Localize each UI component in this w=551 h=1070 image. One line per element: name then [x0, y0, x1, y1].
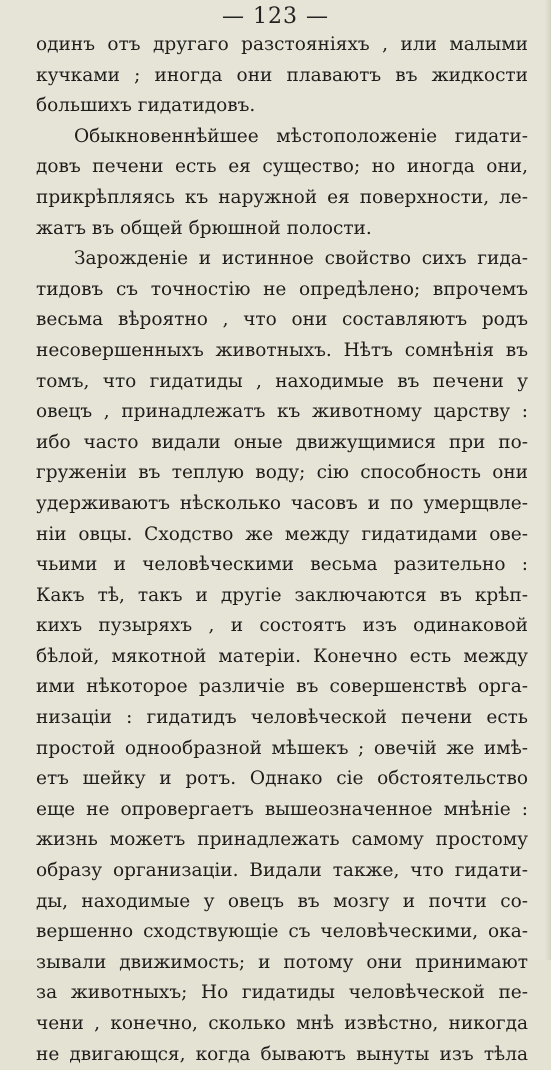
text-line: етъ шейку и ротъ. Однако сіе обстоятельство	[36, 768, 528, 790]
text-line: груженіи въ теплую воду; сію способность они	[36, 462, 528, 484]
text-line: чьими и человѣческими весьма разительно :	[36, 554, 528, 576]
text-line: весьма вѣроятно , что они составляютъ родъ	[36, 309, 528, 331]
body-text	[36, 30, 528, 1070]
text-line: чени , конечно, сколько мнѣ извѣстно, никогда	[36, 1013, 528, 1034]
text-line: Зарожденіе и истинное свойство сихъ гида-	[74, 248, 528, 270]
text-line: низаціи : гидатидъ человѣческой печени есть	[36, 707, 528, 729]
text-line: большихъ гидатидовъ.	[36, 95, 256, 117]
text-line: ды, находимые у овецъ въ мозгу и почти со-	[36, 890, 528, 912]
text-line: ніи овцы. Сходство же между гидатидами ове-	[36, 523, 528, 545]
text-line: еще не опровергаетъ вышеозначенное мнѣніе :	[36, 798, 528, 820]
text-line: не двигающся, когда бываютъ вынуты изъ тѣла	[36, 1043, 528, 1065]
page-edge-shadow	[545, 0, 551, 960]
text-line: прикрѣпляясь къ наружной ея поверхности, ле-	[36, 186, 528, 208]
text-line: простой однообразной мѣшекъ ; овечій же имѣ-	[36, 737, 528, 759]
text-line: довъ печени есть ея существо; но иногда они,	[36, 156, 528, 178]
text-line: ибо часто видали оные движущимися при по-	[36, 431, 528, 453]
text-line: бѣлой, мякотной матеріи. Конечно есть между	[36, 645, 528, 667]
text-line: тидовъ съ точностію не опредѣлено; впрочемъ	[36, 278, 528, 300]
text-line: несовершенныхъ животныхъ. Нѣтъ сомнѣнія въ	[36, 339, 528, 361]
text-line: Обыкновеннѣйшее мѣстоположеніе гидати-	[74, 125, 528, 147]
text-line: зывали движимость; и потому они принимают	[36, 951, 528, 973]
text-line: за животныхъ; Но гидатиды человѣческой пе-	[36, 982, 528, 1004]
page-number: — 123 —	[222, 4, 329, 29]
text-line: образу организаціи. Видали также, что гидати-	[36, 860, 528, 882]
text-line: ими нѣкоторое различіе въ совершенствѣ орга-	[36, 676, 528, 698]
text-line: кихъ пузыряхъ , и состоятъ изъ одинаковой	[36, 615, 528, 637]
text-line: одинъ отъ другаго разстояніяхъ , или малыми	[36, 34, 528, 55]
text-line: овецъ , принадлежатъ къ животному царству :	[36, 401, 528, 423]
text-line: вершенно сходствующіе съ человѣческими, ока-	[36, 921, 528, 943]
text-line: Какъ тѣ, такъ и другіе заключаются въ крѣп-	[36, 584, 528, 606]
text-line: жизнь можетъ принадлежать самому простому	[36, 829, 528, 851]
text-line: удерживаютъ нѣсколько часовъ и по умерщвле-	[36, 492, 528, 514]
text-line: кучками ; иногда они плаваютъ въ жидкости	[36, 64, 528, 86]
text-line: жатъ въ общей брюшной полости.	[36, 217, 372, 239]
text-line: томъ, что гидатиды , находимые въ печени у	[36, 370, 528, 392]
